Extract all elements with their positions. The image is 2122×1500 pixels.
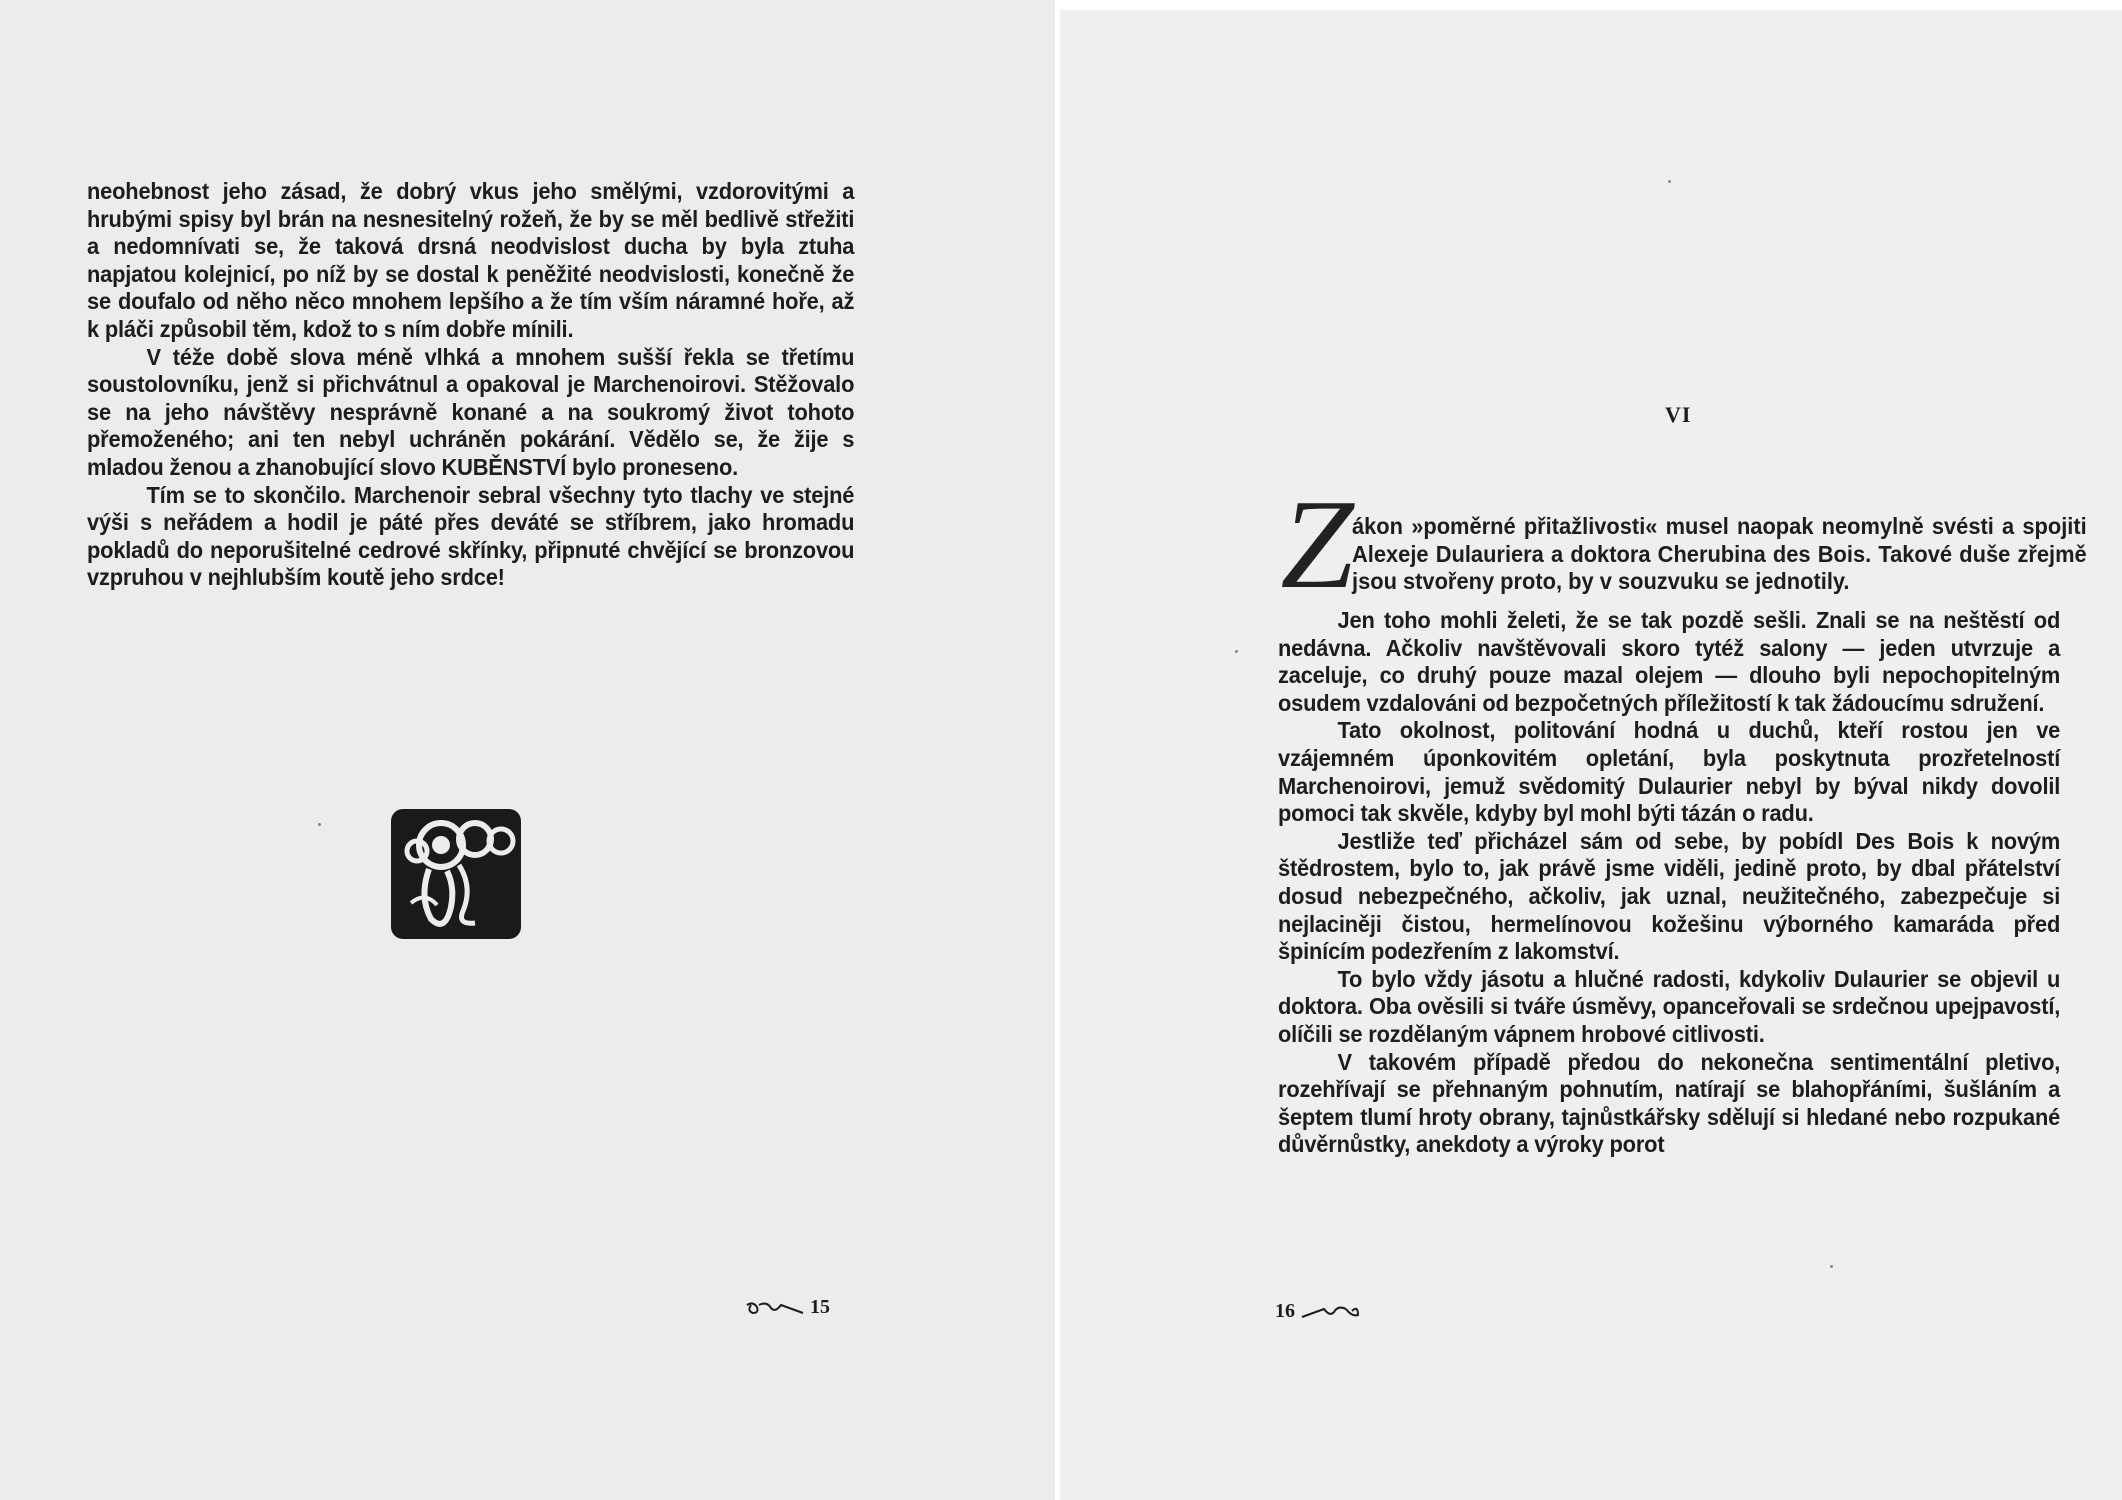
floral-vignette-icon — [389, 807, 523, 941]
paper-speck — [1235, 650, 1238, 653]
left-page-text — [87, 178, 854, 592]
paragraph: V takovém případě předou do nekonečna sentimentální pletivo, rozehřívají se přehnaným pohnutím, natírají se blahopřáními, šušláním a šeptem tlumí hroty obrany, tajnůstkářsky sdělují si hledané nebo rozpukané důvěrnůstky, anekdoty a výroky porot — [1278, 1048, 2061, 1158]
page-number-right — [1275, 1300, 1360, 1323]
page-number-text: 16 — [1275, 1300, 1295, 1322]
paper-speck — [1830, 1265, 1833, 1268]
paper-speck — [1668, 180, 1671, 183]
drop-cap: Z — [1272, 473, 1371, 615]
first-paragraph — [1352, 513, 2087, 596]
paragraph: neohebnost jeho zásad, že dobrý vkus jeho smělými, vzdorovitými a hrubými spisy byl brán na nesnesitelný rožeň, že by se měl bedlivě střežiti a nedomnívati se, že taková drsná neodvislost ducha by byla ztuha napjatou kolejnicí, po níž by se dostal k peněžité neodvislosti, konečně že se doufalo od něho něco mnohem lepšího a že tím vším náramné hoře, až k pláči způsobil těm, kdož to s ním dobře mínili. — [87, 178, 855, 342]
left-page — [0, 0, 1055, 1500]
paragraph: Jestliže teď přicházel sám od sebe, by pobídl Des Bois k novým štědrostem, bylo to, jak právě jsme viděli, jedině proto, by dbal přátelství dosud nebezpečného, ačkoliv, jak uznal, neužitečného, zabezpečuje si nejlaciněji čistou, hermelínovou kožešinu výborného kamaráda před špinícím podezřením z lakomství. — [1278, 827, 2061, 965]
paragraph: ákon »poměrné přitažlivosti« musel naopak neomylně svésti a spojiti Alexeje Dulauriera a doktora Cherubina des Bois. Takové duše zřejmě jsou stvořeny proto, by v souzvuku se jednotily. — [1352, 513, 2087, 595]
page-number-text: 15 — [810, 1296, 830, 1318]
page-number-left — [745, 1296, 830, 1319]
flourish-icon — [1300, 1303, 1360, 1321]
right-page — [1060, 10, 2122, 1500]
paragraph: Tím se to skončilo. Marchenoir sebral všechny tyto tlachy ve stejné výši s neřádem a hodil je páté přes deváté se stříbrem, jako hromadu pokladů do neporušitelné cedrové skřínky, připnuté chvějící se bronzovou vzpruhou v nejhlubším koutě jeho srdce! — [87, 481, 855, 591]
flourish-icon — [745, 1299, 805, 1317]
paragraph: Tato okolnost, politování hodná u duchů, kteří rostou jen ve vzájemném úponkovitém opletání, byla poskytnuta prozřetelností Marchenoirovi, jemuž svědomitý Dulaurier nebyl by býval nikdy dovolil pomoci tak skvěle, kdyby byl mohl býti tázán o radu. — [1278, 717, 2061, 827]
chapter-heading: VI — [1665, 402, 1692, 427]
paragraph: To bylo vždy jásotu a hlučné radosti, kdykoliv Dulaurier se objevil u doktora. Oba ověsili si tváře úsměvy, opanceřovali se srdečnou upejpavostí, olíčili se rozdělaným vápnem hrobové citlivosti. — [1278, 965, 2061, 1047]
right-page-text — [1278, 607, 2060, 1159]
paragraph: Jen toho mohli želeti, že se tak pozdě sešli. Znali se na neštěstí od nedávna. Ačkoliv navštěvovali skoro tytéž salony — jeden utvrzuje a zaceluje, co druhý pouze mazal olejem — dlouho byli nepochopitelným osudem vzdalováni od bezpočetných příležitostí k tak žádoucímu sdružení. — [1278, 607, 2061, 716]
paragraph: V téže době slova méně vlhká a mnohem sušší řekla se třetímu soustolovníku, jenž si přichvátnul a opakoval je Marchenoirovi. Stěžovalo se na jeho návštěvy nesprávně konané a na soukromý život tohoto přemoženého; ani ten nebyl uchráněn pokárání. Vědělo se, že žije s mladou ženou a zhanobující slovo KUBĚNSTVÍ bylo proneseno. — [87, 343, 855, 480]
paper-speck — [318, 823, 321, 826]
